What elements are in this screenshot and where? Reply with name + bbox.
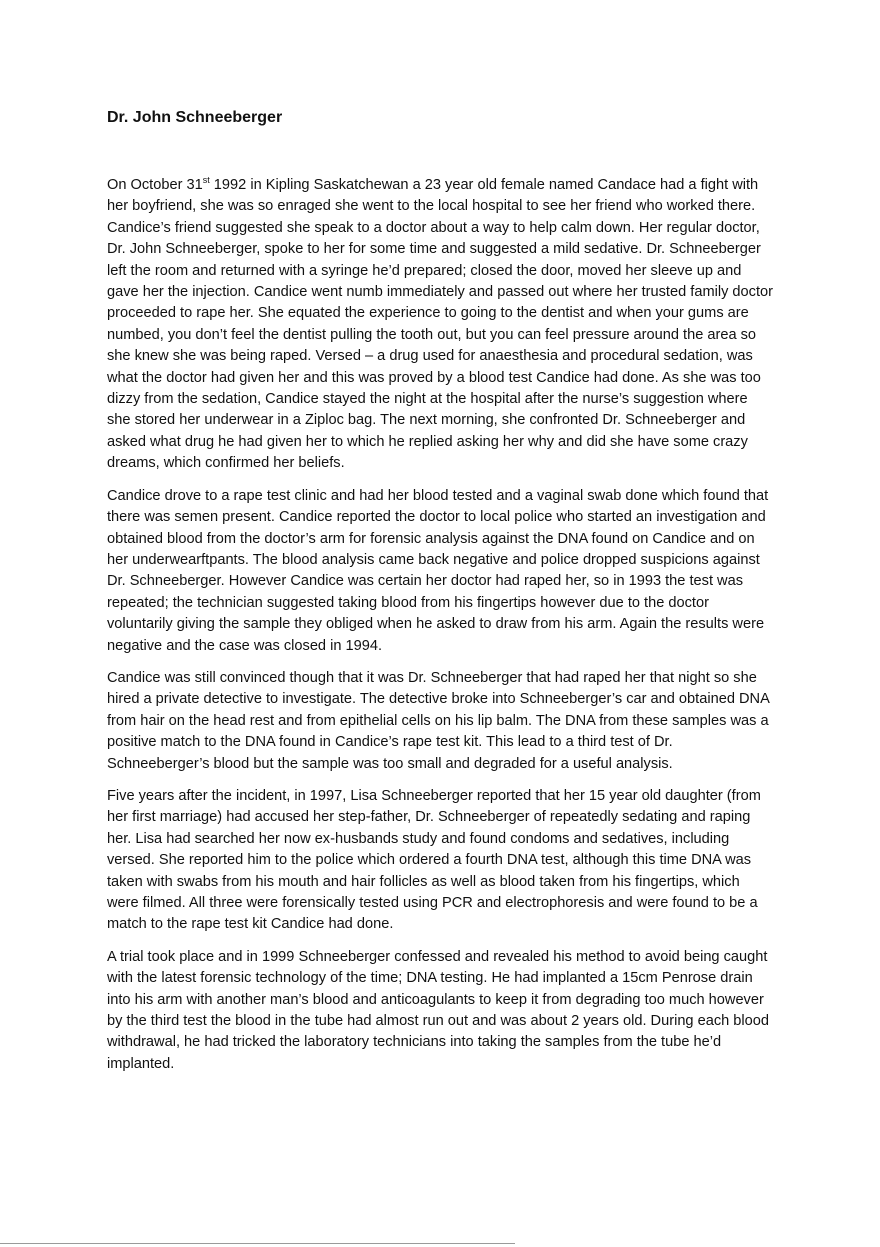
paragraph-3: Candice was still convinced though that it was Dr. Schneeberger that had raped her that night so she hired a private detective to investigate. The detective broke into Schneeberger’s car and obtained DNA from hair on the head rest and from epithelial cells on his lip balm. The DNA from these samples was a positive match to the DNA found in Candice’s rape test kit. This lead to a third test of Dr. Schneeberger’s blood but the sample was too small and degraded for a useful analysis. bbox=[107, 669, 769, 772]
ordinal-suffix: st bbox=[202, 175, 210, 185]
document-body bbox=[107, 175, 775, 1086]
paragraph-1 bbox=[107, 175, 775, 475]
paragraph-4: Five years after the incident, in 1997, Lisa Schneeberger reported that her 15 year old daughter (from her first marriage) had accused her step-father, Dr. Schneeberger of repeatedly sedating and raping her. Lisa had searched her now ex-husbands study and found condoms and sedatives, including versed. She reported him to the police which ordered a fourth DNA test, although this time DNA was taken with swabs from his mouth and hair follicles as well as blood taken from his fingertips, which were filmed. All three were forensically tested using PCR and electrophoresis and were found to be a match to the rape test kit Candice had done. bbox=[107, 787, 761, 933]
paragraph-1-text: 1992 in Kipling Saskatchewan a 23 year old female named Candace had a fight with her boyfriend, she was so enraged she went to the local hospital to see her friend who worked there. Candice’s friend suggested she speak to a doctor about a way to help calm down. Her regular doctor, Dr. John Schneeberger, spoke to her for some time and suggested a mild sedative. Dr. Schneeberger left the room and returned with a syringe he’d prepared; closed the door, moved her sleeve up and gave her the injection. Candice went numb immediately and passed out where her trusted family doctor proceeded to rape her. She equated the experience to going to the dentist and when your gums are numbed, you don’t feel the dentist pulling the tooth out, but you can feel pressure around the area so she knew she was being raped. Versed – a drug used for anaesthesia and procedural sedation, was what the doctor had given her and this was proved by a blood test Candice had done. As she was too dizzy from the sedation, Candice stayed the night at the hospital after the nurse’s suggestion where she stored her underwear in a Ziploc bag. The next morning, she confronted Dr. Schneeberger and asked what drug he had given her to which he replied asking her why and did she have some crazy dreams, which confirmed her beliefs. bbox=[107, 177, 773, 472]
paragraph-2: Candice drove to a rape test clinic and had her blood tested and a vaginal swab done which found that there was semen present. Candice reported the doctor to local police who started an investigation and obtained blood from the doctor’s arm for forensic analysis against the DNA found on Candice and on her underwearftpants. The blood analysis came back negative and police dropped suspicions against Dr. Schneeberger. However Candice was certain her doctor had raped her, so in 1993 the test was repeated; the technician suggested taking blood from his fingertips however due to the doctor voluntarily giving the sample they obliged when he asked to draw from his arm. Again the results were negative and the case was closed in 1994. bbox=[107, 487, 769, 654]
footer-divider bbox=[0, 1243, 515, 1244]
paragraph-5: A trial took place and in 1999 Schneeberger confessed and revealed his method to avoid being caught with the latest forensic technology of the time; DNA testing. He had implanted a 15cm Penrose drain into his arm with another man’s blood and anticoagulants to keep it from degrading too much however by the third test the blood in the tube had almost run out and was about 2 years old. During each blood withdrawal, he had tricked the laboratory technicians into taking the samples from the tube he’d implanted. bbox=[107, 948, 770, 1072]
document-title: Dr. John Schneeberger bbox=[107, 109, 283, 126]
paragraph-1-lead: On October 31 bbox=[107, 177, 203, 193]
